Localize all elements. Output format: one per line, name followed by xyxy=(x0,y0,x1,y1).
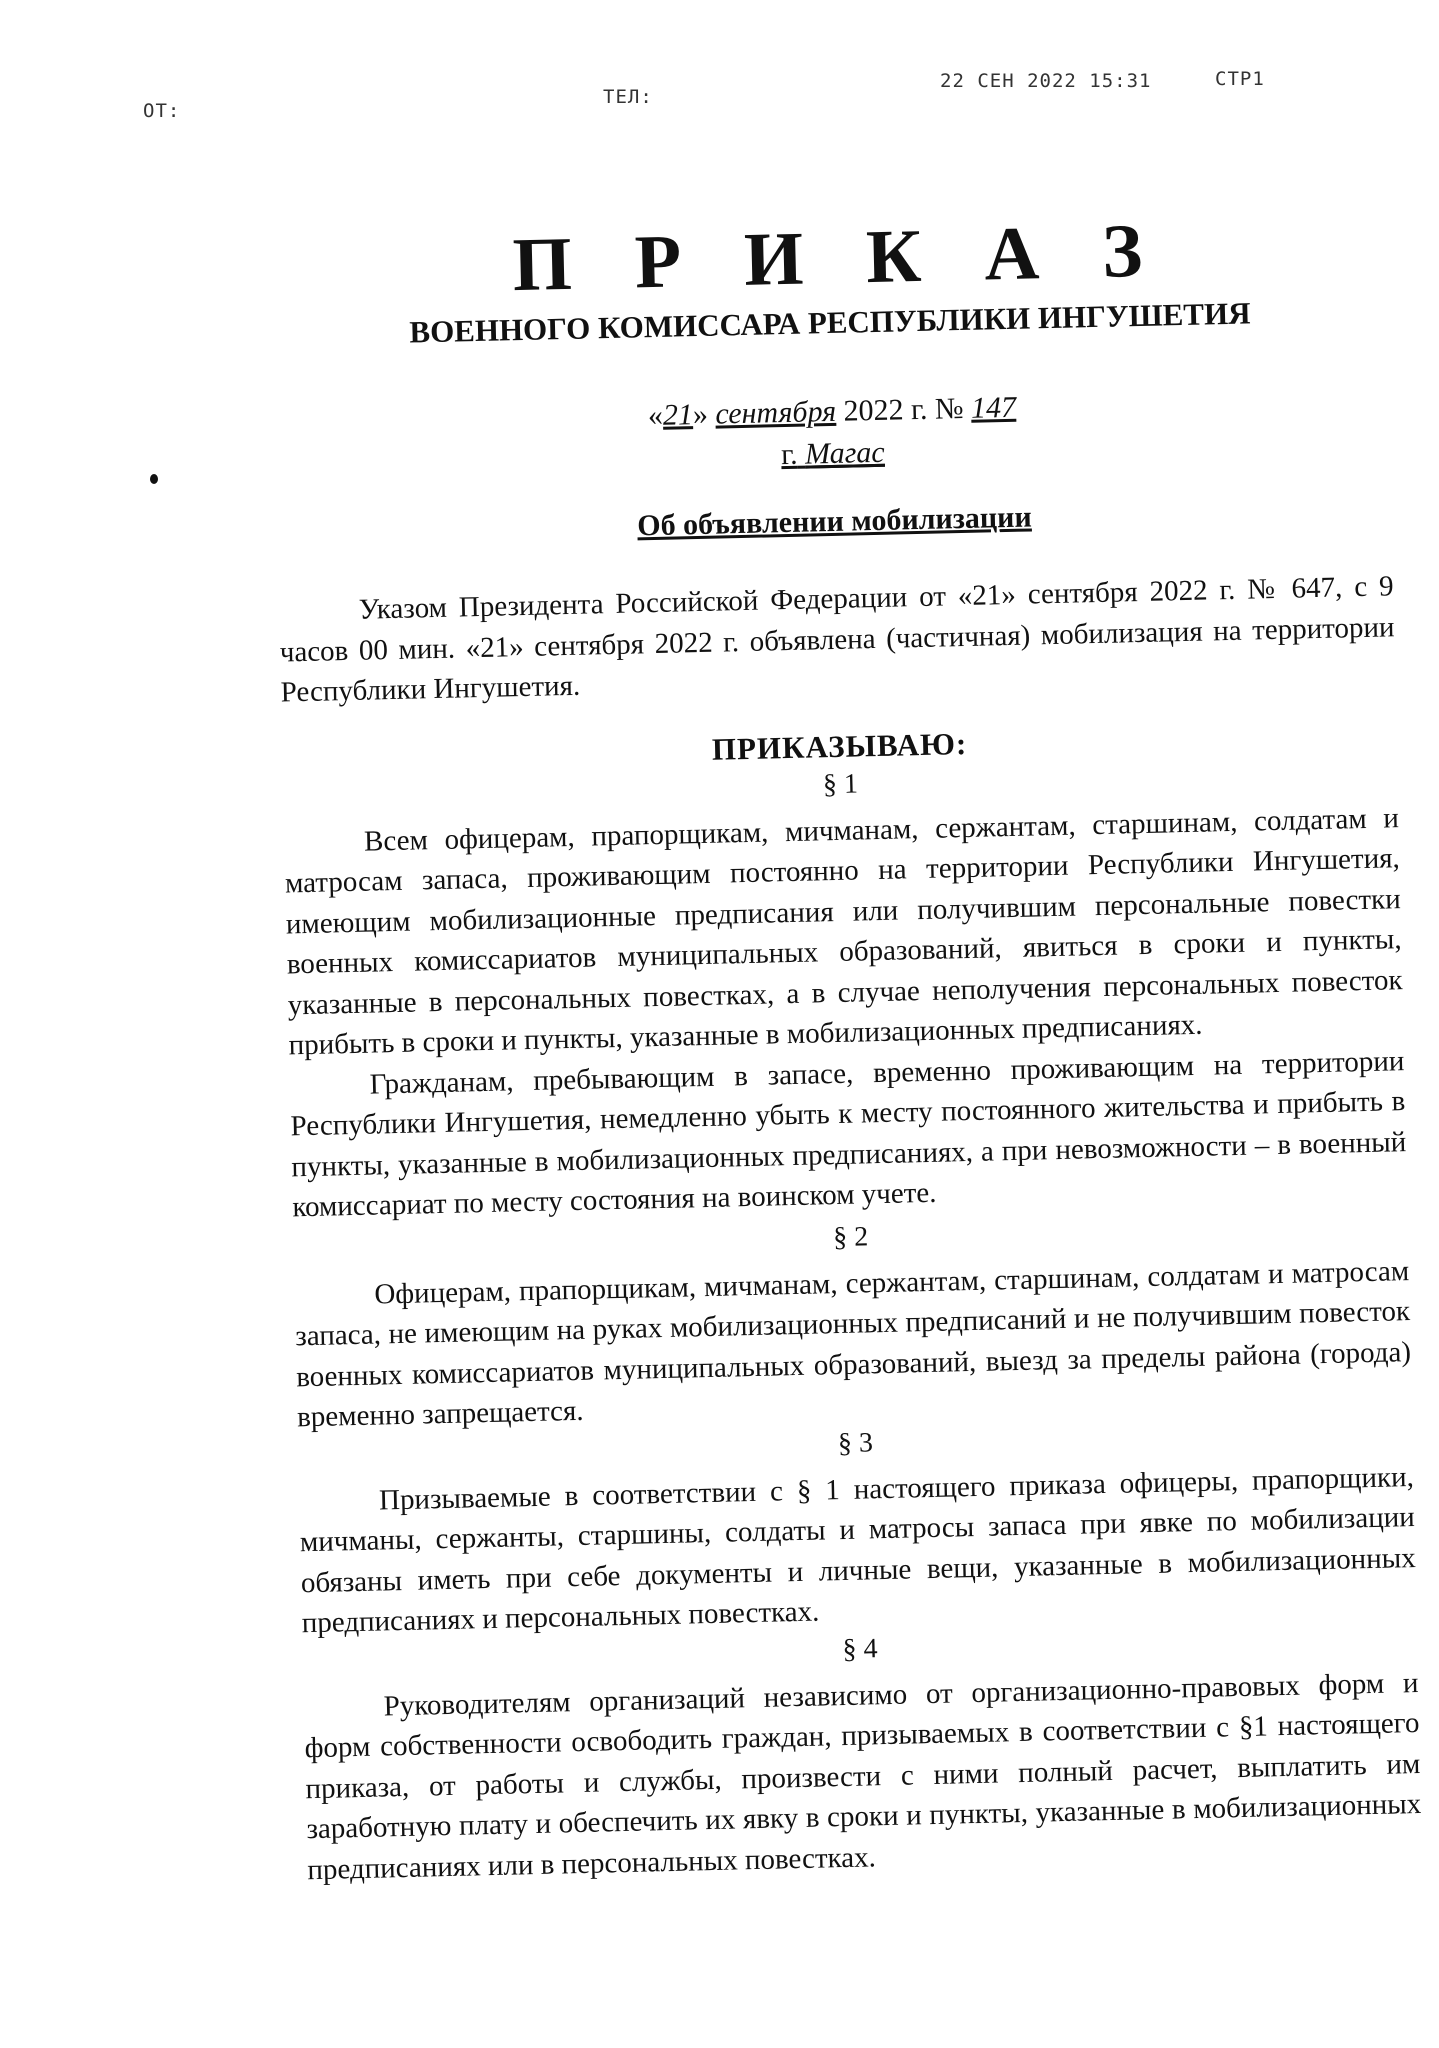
section-paragraph: Гражданам, пребывающим в запасе, временно проживающим на территории Республики Ингушетия, немедленно убыть к месту постоянного жительства и прибыть в пункты, указанные в мобилизационных предписаниях, а при невозможности – в военный комиссариат по месту состояния на воинском учете. xyxy=(290,1044,1407,1224)
section-paragraph: Призываемые в соответствии с § 1 настоящего приказа офицеры, прапорщики, мичманы, сержанты, старшины, солдаты и матросы запаса при явке по мобилизации обязаны иметь при себе документы и личные вещи, указанные в мобилизационных предписаниях и персональных повестках. xyxy=(299,1460,1416,1640)
section-mark: § 4 xyxy=(842,1632,878,1665)
document-date: «21» сентября 2022 г. № 147 г. Магас xyxy=(647,390,1017,472)
section-mark: § 3 xyxy=(837,1426,874,1459)
document-title: П Р И К А З xyxy=(511,208,1166,308)
fax-from-label: ОТ: xyxy=(143,100,181,122)
order-document xyxy=(270,202,1422,1890)
date-month: сентября xyxy=(714,394,837,431)
section-mark: § 2 xyxy=(832,1220,869,1253)
section-paragraph: Руководителям организаций независимо от организационно-правовых форм и форм собственности освободить граждан, призываемых в соответствии с §1 настоящего приказа, от работы и службы, произвести с ними полный расчет, выплатить им заработную плату и обеспечить их явку в сроки и пункты, указанные в мобилизационных предписаниях или в персональных повестках. xyxy=(304,1666,1422,1886)
section-paragraph: Всем офицерам, прапорщикам, мичманам, сержантам, старшинам, солдатам и матросам запаса, проживающим постоянно на территории Республики Ингушетия, имеющим мобилизационные предписания или получившим персональные повестки военных комиссариатов муниципальных образований, явиться в сроки и пункты, указанные в персональных повестках, а в случае неполучения персональных повесток прибыть в сроки и пункты, указанные в мобилизационных предписаниях. xyxy=(284,801,1403,1062)
scan-speck xyxy=(150,474,158,484)
date-day: 21 xyxy=(662,398,694,432)
city-prefix: г. xyxy=(780,437,798,472)
date-year: 2022 г. № xyxy=(843,391,964,428)
document-subject: Об объявлении мобилизации xyxy=(636,500,1033,543)
order-heading: ПРИКАЗЫВАЮ: xyxy=(711,725,968,767)
fax-tel-label: ТЕЛ: xyxy=(603,86,653,108)
fax-page: СТР1 xyxy=(1215,68,1265,90)
preamble: Указом Президента Российской Федерации от «21» сентября 2022 г. № 647, с 9 часов 00 мин. «21» сентября 2022 г. объявлена (частичная) мобилизация на территории Республики Ингушетия. xyxy=(279,570,1395,709)
order-number: 147 xyxy=(970,390,1017,425)
section-paragraph: Офицерам, прапорщикам, мичманам, сержантам, старшинам, солдатам и матросам запаса, не имеющим на руках мобилизационных предписаний и не получившим повесток военных комиссариатов муниципальных образований, выезд за пределы района (города) временно запрещается. xyxy=(294,1254,1412,1434)
city: Магас xyxy=(804,435,886,471)
fax-datetime: 22 СЕН 2022 15:31 xyxy=(940,70,1152,92)
document-subtitle: ВОЕННОГО КОМИССАРА РЕСПУБЛИКИ ИНГУШЕТИЯ xyxy=(409,295,1251,350)
section-mark: § 1 xyxy=(822,767,859,800)
